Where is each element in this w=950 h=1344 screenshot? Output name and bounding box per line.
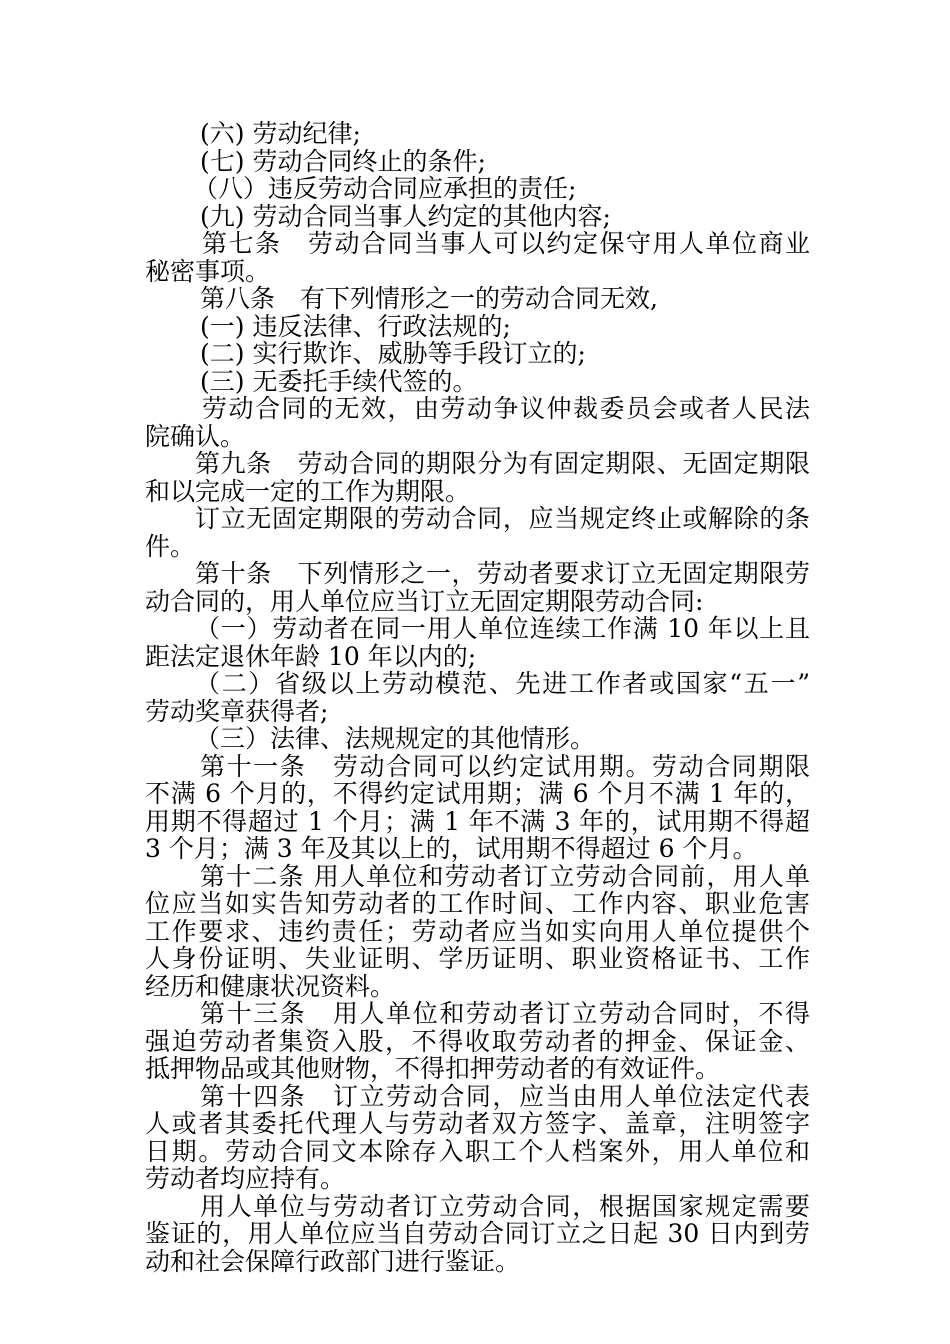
- text-line: 订立无固定期限的劳动合同，应当规定终止或解除的条: [195, 505, 810, 533]
- text-line: (七) 劳动合同终止的条件;: [200, 147, 486, 175]
- text-line: 3 个月；满 3 年及其以上的，试用期不得超过 6 个月。: [145, 835, 758, 863]
- text-line: 动和社会保障行政部门进行鉴证。: [145, 1247, 521, 1275]
- text-line: （三）法律、法规规定的其他情形。: [195, 725, 596, 753]
- text-line: 用期不得超过 1 个月；满 1 年不满 3 年的，试用期不得超: [145, 807, 810, 835]
- text-line: (六) 劳动纪律;: [200, 120, 361, 148]
- text-line: 人身份证明、失业证明、学历证明、职业资格证书、工作: [145, 945, 810, 973]
- text-line: 劳动合同的无效，由劳动争议仲裁委员会或者人民法: [202, 395, 810, 423]
- text-line: 劳动者均应持有。: [145, 1165, 346, 1193]
- text-line: 不满 6 个月的，不得约定试用期；满 6 个月不满 1 年的，: [145, 780, 810, 808]
- text-line: 动合同的，用人单位应当订立无固定期限劳动合同:: [145, 587, 704, 615]
- text-line: 鉴证的，用人单位应当自劳动合同订立之日起 30 日内到劳: [145, 1220, 810, 1248]
- text-line: 第七条 劳动合同当事人可以约定保守用人单位商业: [202, 230, 810, 258]
- text-line: 用人单位与劳动者订立劳动合同，根据国家规定需要: [200, 1192, 810, 1220]
- text-line: 第十四条 订立劳动合同，应当由用人单位法定代表: [200, 1082, 810, 1110]
- text-line: 第十条 下列情形之一，劳动者要求订立无固定期限劳: [195, 560, 810, 588]
- text-line: 劳动奖章获得者;: [145, 697, 329, 725]
- text-line: 第十二条 用人单位和劳动者订立劳动合同前，用人单: [200, 862, 810, 890]
- text-line: （二）省级以上劳动模范、先进工作者或国家“五一”: [195, 670, 810, 698]
- text-line: 日期。劳动合同文本除存入职工个人档案外，用人单位和: [145, 1137, 810, 1165]
- text-line: 工作要求、违约责任；劳动者应当如实向用人单位提供个: [145, 917, 810, 945]
- text-line: 件。: [145, 532, 196, 560]
- text-line: 秘密事项。: [145, 257, 271, 285]
- text-line: 院确认。: [145, 422, 246, 450]
- text-line: (三) 无委托手续代签的。: [200, 367, 478, 395]
- text-line: （一）劳动者在同一用人单位连续工作满 10 年以上且: [195, 615, 810, 643]
- text-line: 第八条 有下列情形之一的劳动合同无效,: [200, 285, 658, 313]
- text-line: (二) 实行欺诈、威胁等手段订立的;: [200, 340, 586, 368]
- text-line: (九) 劳动合同当事人约定的其他内容;: [200, 202, 611, 230]
- text-line: 经历和健康状况资料。: [145, 972, 396, 1000]
- document-body: [145, 120, 810, 1275]
- text-line: 距法定退休年龄 10 年以内的;: [145, 642, 477, 670]
- text-line: 强迫劳动者集资入股，不得收取劳动者的押金、保证金、: [145, 1027, 810, 1055]
- text-line: 第十一条 劳动合同可以约定试用期。劳动合同期限: [200, 752, 810, 780]
- text-line: 位应当如实告知劳动者的工作时间、工作内容、职业危害: [145, 890, 810, 918]
- text-line: 人或者其委托代理人与劳动者双方签字、盖章，注明签字: [145, 1110, 810, 1138]
- text-line: (一) 违反法律、行政法规的;: [200, 312, 511, 340]
- text-line: 和以完成一定的工作为期限。: [145, 477, 471, 505]
- text-line: 第九条 劳动合同的期限分为有固定期限、无固定期限: [195, 450, 810, 478]
- text-line: 抵押物品或其他财物，不得扣押劳动者的有效证件。: [145, 1055, 721, 1083]
- text-line: 第十三条 用人单位和劳动者订立劳动合同时，不得: [200, 1000, 810, 1028]
- text-line: （八）违反劳动合同应承担的责任;: [193, 175, 577, 203]
